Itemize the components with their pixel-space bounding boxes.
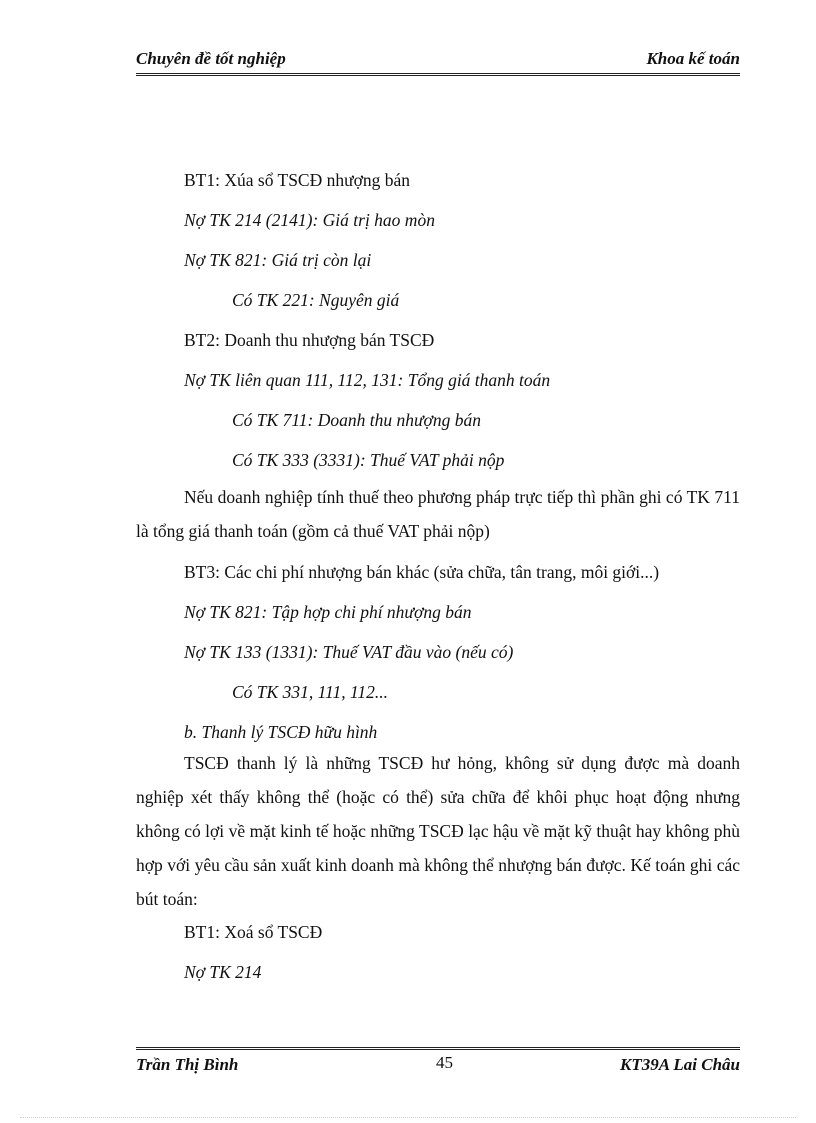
page-number: 45 <box>436 1053 453 1072</box>
entry-debit-related: Nợ TK liên quan 111, 112, 131: Tổng giá thanh toán <box>184 370 551 390</box>
footer-author: Trần Thị Bình <box>136 1055 239 1074</box>
header-title-left: Chuyên đề tốt nghiệp <box>136 49 286 68</box>
entry-credit-221: Có TK 221: Nguyên giá <box>232 290 400 310</box>
page-edge-divider <box>20 1117 796 1118</box>
paragraph-direct-tax-method: Nếu doanh nghiệp tính thuế theo phương pháp trực tiếp thì phần ghi có TK 711 là tổng giá thanh toán (gồm cả thuế VAT phải nộp) <box>136 487 740 541</box>
entry-bt1-heading: BT1: Xúa sổ TSCĐ nhượng bán <box>184 170 410 190</box>
paragraph-liquidation: TSCĐ thanh lý là những TSCĐ hư hỏng, không sử dụng được mà doanh nghiệp xét thấy không thể (hoặc có thể) sửa chữa để khôi phục hoạt động nhưng không có lợi về mặt kinh tế hoặc những TSCĐ lạc hậu về mặt kỹ thuật hay không phù hợp với yêu cầu sản xuất kinh doanh mà không thể nhượng bán được. Kế toán ghi các bút toán: <box>136 753 740 909</box>
entry-bt3-heading: BT3: Các chi phí nhượng bán khác (sửa chữa, tân trang, môi giới...) <box>184 562 660 582</box>
entry-credit-711: Có TK 711: Doanh thu nhượng bán <box>232 410 481 430</box>
entry-debit-821: Nợ TK 821: Giá trị còn lại <box>184 250 372 270</box>
entry-bt1-writeoff: BT1: Xoá sổ TSCĐ <box>184 922 323 942</box>
entry-debit-214: Nợ TK 214 (2141): Giá trị hao mòn <box>184 210 435 230</box>
page-header <box>136 49 740 76</box>
entry-bt2-heading: BT2: Doanh thu nhượng bán TSCĐ <box>184 330 435 350</box>
entry-debit-821-costs: Nợ TK 821: Tập hợp chi phí nhượng bán <box>184 602 472 622</box>
entry-debit-133: Nợ TK 133 (1331): Thuế VAT đầu vào (nếu có) <box>184 642 514 662</box>
header-title-right: Khoa kế toán <box>646 49 740 68</box>
entry-credit-333: Có TK 333 (3331): Thuế VAT phải nộp <box>232 450 505 470</box>
section-heading-liquidation: b. Thanh lý TSCĐ hữu hình <box>184 722 378 742</box>
entry-credit-331: Có TK 331, 111, 112... <box>232 682 389 702</box>
entry-debit-214-writeoff: Nợ TK 214 <box>184 962 262 982</box>
page-footer <box>136 1047 740 1078</box>
footer-class: KT39A Lai Châu <box>620 1055 740 1074</box>
